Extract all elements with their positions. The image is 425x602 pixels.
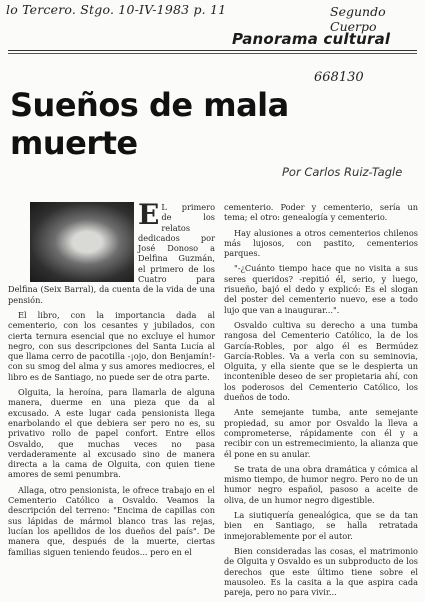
article-paragraph: Olguita, la heroína, para llamarla de alguna manera, duerme en una pieza que da al excusado. A este lugar cada pensionista llega enarbolando el que debiera ser pero no es, su privativo rollo de papel confort. Entre ellos Osvaldo, que muchas veces no pasa verdaderamente al excusado sino de manera directa a la cama de Olguita, con quien tiene amores de semi penumbra. [8, 387, 215, 480]
drop-cap: E [138, 198, 160, 231]
handwritten-section-note: Segundo Cuerpo [330, 4, 386, 34]
article-paragraph: Allaga, otro pensionista, le ofrece trabajo en el Cementerio Católico a Osvaldo. Veamos la descripción del terreno: "Encima de capillas con sus lápidas de mármol blanco tras las rejas, lucían los apellidos de los dueños del país". De manera que, después de la muerte, ciertas familias siguen teniendo feudos... pero en el [8, 484, 215, 557]
article-paragraph: El libro, con la importancia dada al cementerio, con los cesantes y jubilados, con cierta ternura esencial que no excluye el humor negro, con sus descripciones del Santa Lucía al que llama cerro de pacotilla -¡ojo, don Benjamín!- con su smog del alma y sus amores mediocres, el libro es de Santiago, no puede ser de otra parte. [8, 309, 215, 382]
article-paragraph: Osvaldo cultiva su derecho a una tumba rangosa del Cementerio Católico, la de los García-Robles, por algo él es Bermúdez García-Robles. Va a verla con su seminovia, Olguita, y ella siente que se le despierta un incontenible deseo de ser propietaria ahí, con los poderosos del Cementerio Católico, los dueños de todo. [224, 319, 418, 403]
section-rule-thin [8, 53, 417, 54]
byline: Por Carlos Ruiz-Tagle [282, 165, 403, 179]
paragraph-text: L primero de los relatos dedicados por José Donoso a Delfina Guzmán, el primero de los Cuatro para Delfina (Seix Barral), da cuenta de la vida de una pensión. [8, 202, 215, 305]
headline: Sueños de mala muerte [10, 86, 289, 162]
article-column-right [224, 202, 418, 602]
article-paragraph: Ante semejante tumba, ante semejante propiedad, su amor por Osvaldo la lleva a comprometerse, rápidamente con él y a recibir con un estremecimiento, la alianza que él pone en su anular. [224, 407, 418, 459]
handwritten-archive-code: 668130 [314, 70, 364, 85]
author-photo [30, 202, 134, 282]
article-paragraph: "-¿Cuánto tiempo hace que no visita a sus seres queridos? -repitió él, serio, y luego, risueño, bajó el dedo y explicó: Es el slogan del poster del cementerio nuevo, ese a todo lujo que van a inaugurar...". [224, 263, 418, 315]
article-paragraph: Bien consideradas las cosas, el matrimonio de Olguita y Osvaldo es un subproducto de los derechos que este último tiene sobre el mausoleo. Es la casita a la que aspira cada pareja, pero no para vivir... [224, 545, 418, 598]
section-rule [8, 50, 417, 51]
article-paragraph: Hay alusiones a otros cementerios chilenos más lujosos, con pastito, cementerios parques. [224, 227, 418, 259]
article-column-left [8, 198, 215, 562]
handwritten-source-note: lo Tercero. Stgo. 10-IV-1983 p. 11 [6, 2, 227, 17]
article-paragraph: cementerio. Poder y cementerio, sería un tema; el otro: genealogía y cementerio. [224, 202, 418, 223]
article-paragraph: La siutiquería genealógica, que se da tan bien en Santiago, se halla retratada inmejorablemente por el autor. [224, 510, 418, 541]
article-paragraph: Se trata de una obra dramática y cómica al mismo tiempo, de humor negro. Pero no de un humor negro español, pasoso a aceite de oliva, de un humor negro digestible. [224, 463, 418, 505]
section-title: Panorama cultural [232, 30, 391, 48]
